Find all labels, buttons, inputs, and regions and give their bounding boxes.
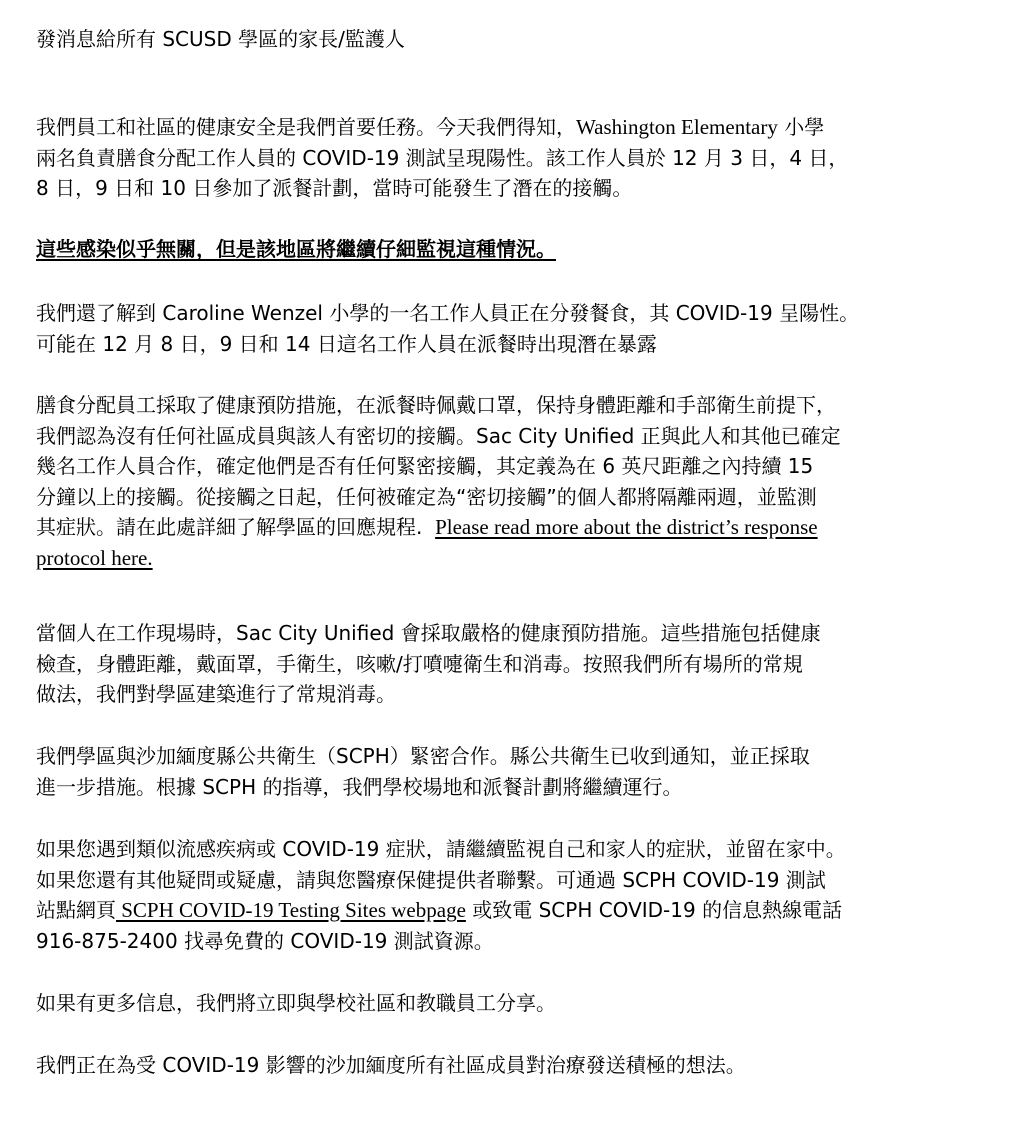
paragraph-more-info bbox=[36, 988, 556, 1019]
paragraph-line: 分鐘以上的接觸。從接觸之日起，任何被確定為“密切接觸”的個人都將隔離兩週，並監測 bbox=[36, 484, 817, 509]
paragraph-line: 我們還了解到 Caroline Wenzel 小學的一名工作人員正在分發餐食，其 COVID-19 呈陽性。 bbox=[36, 301, 860, 325]
text-segment: 我們員工和社區的健康安全是我們首要任務。今天我們得知， bbox=[36, 115, 576, 139]
paragraph-line: 我們學區與沙加緬度縣公共衛生（SCPH）緊密合作。縣公共衛生已收到通知，並正採取 bbox=[36, 744, 810, 768]
scph-testing-sites-link[interactable]: SCPH COVID-19 Testing Sites webpage bbox=[116, 898, 466, 922]
paragraph-symptoms-testing bbox=[36, 834, 846, 956]
paragraph-line: 兩名負責膳食分配工作人員的 COVID-19 測試呈現陽性。該工作人員於 12 月 3 日，4 日， bbox=[36, 145, 849, 170]
paragraph-line: 如果有更多信息，我們將立即與學校社區和教職員工分享。 bbox=[36, 991, 556, 1015]
paragraph-positive-tests-washington bbox=[36, 112, 848, 204]
paragraph-line: 我們認為沒有任何社區成員與該人有密切的接觸。Sac City Unified 正與此人和其他已確定 bbox=[36, 423, 841, 448]
paragraph-line: 當個人在工作現場時，Sac City Unified 會採取嚴格的健康預防措施。這些措施包括健康 bbox=[36, 621, 821, 645]
paragraph-line: 幾名工作人員合作，確定他們是否有任何緊密接觸，其定義為在 6 英尺距離之內持續 15 bbox=[36, 454, 814, 478]
school-name: Washington Elementary bbox=[576, 115, 778, 139]
text-segment bbox=[422, 515, 435, 539]
paragraph-closing bbox=[36, 1050, 746, 1081]
paragraph-line bbox=[36, 112, 848, 143]
paragraph-line: 我們正在為受 COVID-19 影響的沙加緬度所有社區成員對治療發送積極的想法。 bbox=[36, 1053, 746, 1077]
text-segment: 站點網頁 bbox=[36, 898, 116, 922]
paragraph-line: 做法，我們對學區建築進行了常規消毒。 bbox=[36, 682, 396, 706]
paragraph-unrelated-notice bbox=[36, 234, 556, 265]
paragraph-line bbox=[36, 543, 841, 574]
salutation-text: 發消息給所有 SCUSD 學區的家長/監護人 bbox=[36, 27, 405, 51]
paragraph-line: 916-875-2400 找尋免費的 COVID-19 測試資源。 bbox=[36, 928, 494, 953]
paragraph-line bbox=[36, 512, 841, 543]
paragraph-precautions-close-contact bbox=[36, 390, 841, 573]
salutation bbox=[36, 24, 405, 55]
paragraph-line: 進一步措施。根據 SCPH 的指導，我們學校場地和派餐計劃將繼續運行。 bbox=[36, 774, 683, 799]
paragraph-line: 8 日，9 日和 10 日參加了派餐計劃，當時可能發生了潛在的接觸。 bbox=[36, 176, 633, 200]
paragraph-line bbox=[36, 895, 846, 926]
paragraph-line: 可能在 12 月 8 日，9 日和 14 日這名工作人員在派餐時出現潛在暴露 bbox=[36, 331, 657, 356]
paragraph-line: 膳食分配員工採取了健康預防措施，在派餐時佩戴口罩，保持身體距離和手部衛生前提下， bbox=[36, 393, 836, 417]
paragraph-line: 如果您遇到類似流感疾病或 COVID-19 症狀，請繼續監視自己和家人的症狀，並留在家中。 bbox=[36, 837, 846, 861]
response-protocol-link-continued[interactable]: protocol here. bbox=[36, 545, 153, 570]
paragraph-site-precautions bbox=[36, 618, 821, 710]
paragraph-caroline-wenzel bbox=[36, 298, 859, 359]
paragraph-line: 檢查，身體距離，戴面罩，手衛生，咳嗽/打噴嚏衛生和消毒。按照我們所有場所的常規 bbox=[36, 651, 803, 676]
text-segment: 或致電 SCPH COVID-19 的信息熱線電話 bbox=[465, 898, 843, 922]
paragraph-scph-cooperation bbox=[36, 741, 810, 802]
text-segment: 其症狀。請在此處詳細了解學區的回應規程. bbox=[36, 515, 423, 539]
paragraph-line: 如果您還有其他疑問或疑慮，請與您醫療保健提供者聯繫。可通過 SCPH COVID-19 測試 bbox=[36, 867, 826, 892]
text-segment: 小學 bbox=[777, 115, 825, 139]
bold-underlined-notice: 這些感染似乎無關，但是該地區將繼續仔細監視這種情況。 bbox=[36, 237, 556, 261]
response-protocol-link[interactable]: Please read more about the district’s response bbox=[435, 515, 818, 539]
